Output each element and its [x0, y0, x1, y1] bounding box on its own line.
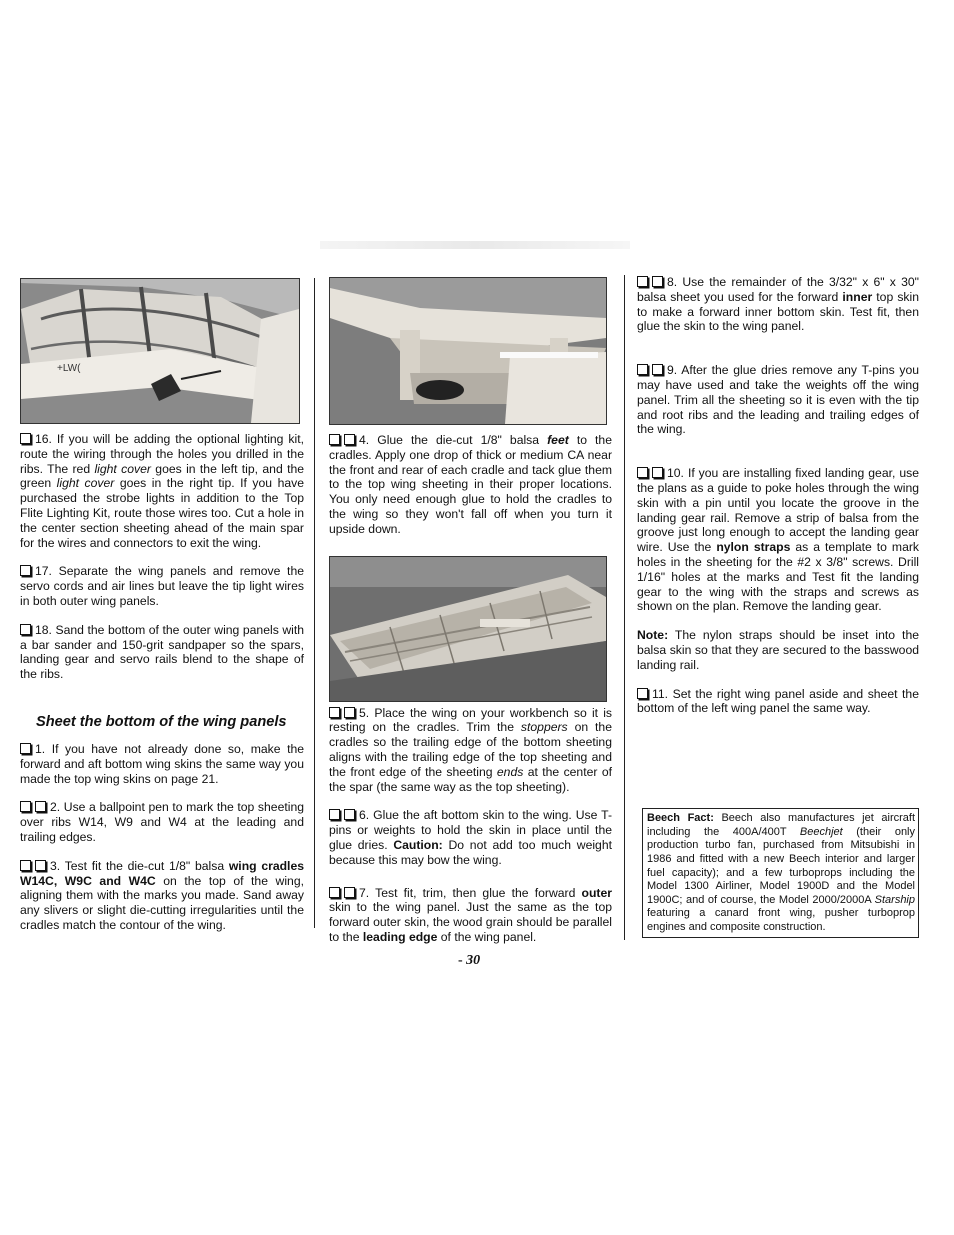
- checkbox[interactable]: [35, 860, 46, 871]
- step-17: 17. Separate the wing panels and remove the servo cords and air lines but leave the tip light wires in both outer wing panels.: [20, 564, 304, 608]
- step-b1: 1. If you have not already done so, make the forward and aft bottom wing skins the same way you made the top wing skins on page 21.: [20, 741, 305, 786]
- photo-wing-tip-lighting: [20, 278, 300, 424]
- checkbox[interactable]: [329, 434, 340, 445]
- step-b7: 7. Test fit, trim, then glue the forward outer skin to the wing panel. Just the same as the top forward outer skin, the wood grain should be parallel to the leading edge of the wing panel.: [329, 885, 613, 944]
- photo-pencil-marking: +LW(: [57, 363, 81, 374]
- step-b3: 3. Test fit the die-cut 1/8" balsa wing cradles W14C, W9C and W4C on the top of the wing, aligning them with the marks you made. Sand away any slivers or slight die-cutting irregularities until the cradles match the contour of the wing.: [20, 858, 304, 932]
- scan-artifact-bar: [320, 241, 630, 249]
- photo-wing-on-cradles: [329, 277, 607, 425]
- step-b6: 6. Glue the aft bottom skin to the wing. Use T-pins or weights to hold the skin in place until the glue dries. Caution: Do not add too much weight because this may bow the wing.: [329, 808, 612, 867]
- step-b5: 5. Place the wing on your workbench so it is resting on the cradles. Trim the stoppers on the cradles so the trailing edge of the bottom sheeting aligns with the trailing edge of the top sheeting and the front edge of the sheeting ends at the center of the spar (the same way as the top sheeting).: [329, 705, 612, 794]
- checkbox[interactable]: [20, 860, 31, 871]
- step-18: 18. Sand the bottom of the outer wing panels with a bar sander and 150-grit sandpaper so the spars, landing gear and servo rails blend to the shape of the ribs.: [20, 622, 304, 682]
- checkbox[interactable]: [652, 276, 663, 287]
- column-divider: [314, 278, 315, 928]
- checkbox[interactable]: [652, 364, 663, 375]
- step-b9: 9. After the glue dries remove any T-pins you may have used and take the weights off the wing panel. Trim all the sheeting so it is even with the tip and root ribs and the leading and trailing edges of the wing.: [637, 363, 919, 437]
- checkbox[interactable]: [329, 809, 340, 820]
- step-b2: 2. Use a ballpoint pen to mark the top sheeting over ribs W14, W9 and W4 at the leading and trailing edges.: [20, 800, 305, 844]
- beech-fact-box: Beech Fact: Beech also manufactures jet aircraft including the 400A/400T Beechjet (their only production turbo fan, purchased from Mitsubishi in 1986 and fitted with a new Beech interior and larger fuel capacity); and a few turboprops including the Model 1300 Airliner, Model 1900D and the Model 1900C; and of course, the Model 2000/2000A Starship featuring a canard front wing, pusher turboprop engines and composite construction.: [642, 808, 919, 938]
- checkbox[interactable]: [20, 743, 31, 754]
- photo-wing-bottom-sheeting: [329, 556, 607, 702]
- checkbox[interactable]: [344, 434, 355, 445]
- column-middle: [329, 275, 612, 945]
- checkbox[interactable]: [637, 467, 648, 478]
- checkbox[interactable]: [329, 887, 340, 898]
- column-right: [637, 275, 919, 938]
- step-16: 16. If you will be adding the optional lighting kit, route the wiring through the holes you drilled in the ribs. The red light cover goes in the left tip, and the green light cover goes in the right tip. If you have purchased the strobe lights in addition to the Top Flite Lighting Kit, route those wires too. Cut a hole in the center section sheeting ahead of the main spar for the wires and connectors to exit the wing.: [20, 432, 305, 550]
- checkbox[interactable]: [637, 688, 648, 699]
- checkbox[interactable]: [652, 467, 663, 478]
- step-b11: 11. Set the right wing panel aside and sheet the bottom of the left wing panel the same way.: [637, 686, 919, 716]
- checkbox[interactable]: [329, 707, 340, 718]
- checkbox[interactable]: [344, 707, 355, 718]
- step-b10: 10. If you are installing fixed landing gear, use the plans as a guide to poke holes through the wing skin with a pin until you locate the groove in the landing gear rail. Remove a strip of balsa from the groove just long enough to accept the landing gear wire. Use the nylon straps as a template to mark holes in the sheeting for the #2 x 3/8" screws. Drill 1/16" holes at the marks and Test fit the landing gear to the wing with the straps and screws as shown on the plan. Remove the landing gear.: [637, 466, 920, 614]
- checkbox[interactable]: [20, 801, 31, 812]
- note: Note: The nylon straps should be inset into the balsa skin so that they are secured to the basswood landing rail.: [637, 628, 919, 672]
- checkbox[interactable]: [20, 565, 31, 576]
- step-b4: 4. Glue the die-cut 1/8" balsa feet to the cradles. Apply one drop of thick or medium CA near the front and rear of each cradle and tack glue them to the top wing sheeting in their proper locations. You only need enough glue to hold the cradles to the wing so they won't fall off when you turn it upside down.: [329, 433, 612, 536]
- checkbox[interactable]: [35, 801, 46, 812]
- step-b8: 8. Use the remainder of the 3/32" x 6" x 30" balsa sheet you used for the forward inner top skin to make a forward inner bottom skin. Test fit, then glue the skin to the wing panel.: [637, 275, 919, 334]
- checkbox[interactable]: [344, 887, 355, 898]
- checkbox[interactable]: [20, 624, 31, 635]
- page-number: - 30: [458, 953, 481, 968]
- checkbox[interactable]: [344, 809, 355, 820]
- section-heading: Sheet the bottom of the wing panels: [36, 713, 287, 730]
- checkbox[interactable]: [637, 364, 648, 375]
- column-left: [20, 275, 304, 933]
- checkbox[interactable]: [637, 276, 648, 287]
- column-divider: [624, 275, 625, 940]
- checkbox[interactable]: [20, 433, 31, 444]
